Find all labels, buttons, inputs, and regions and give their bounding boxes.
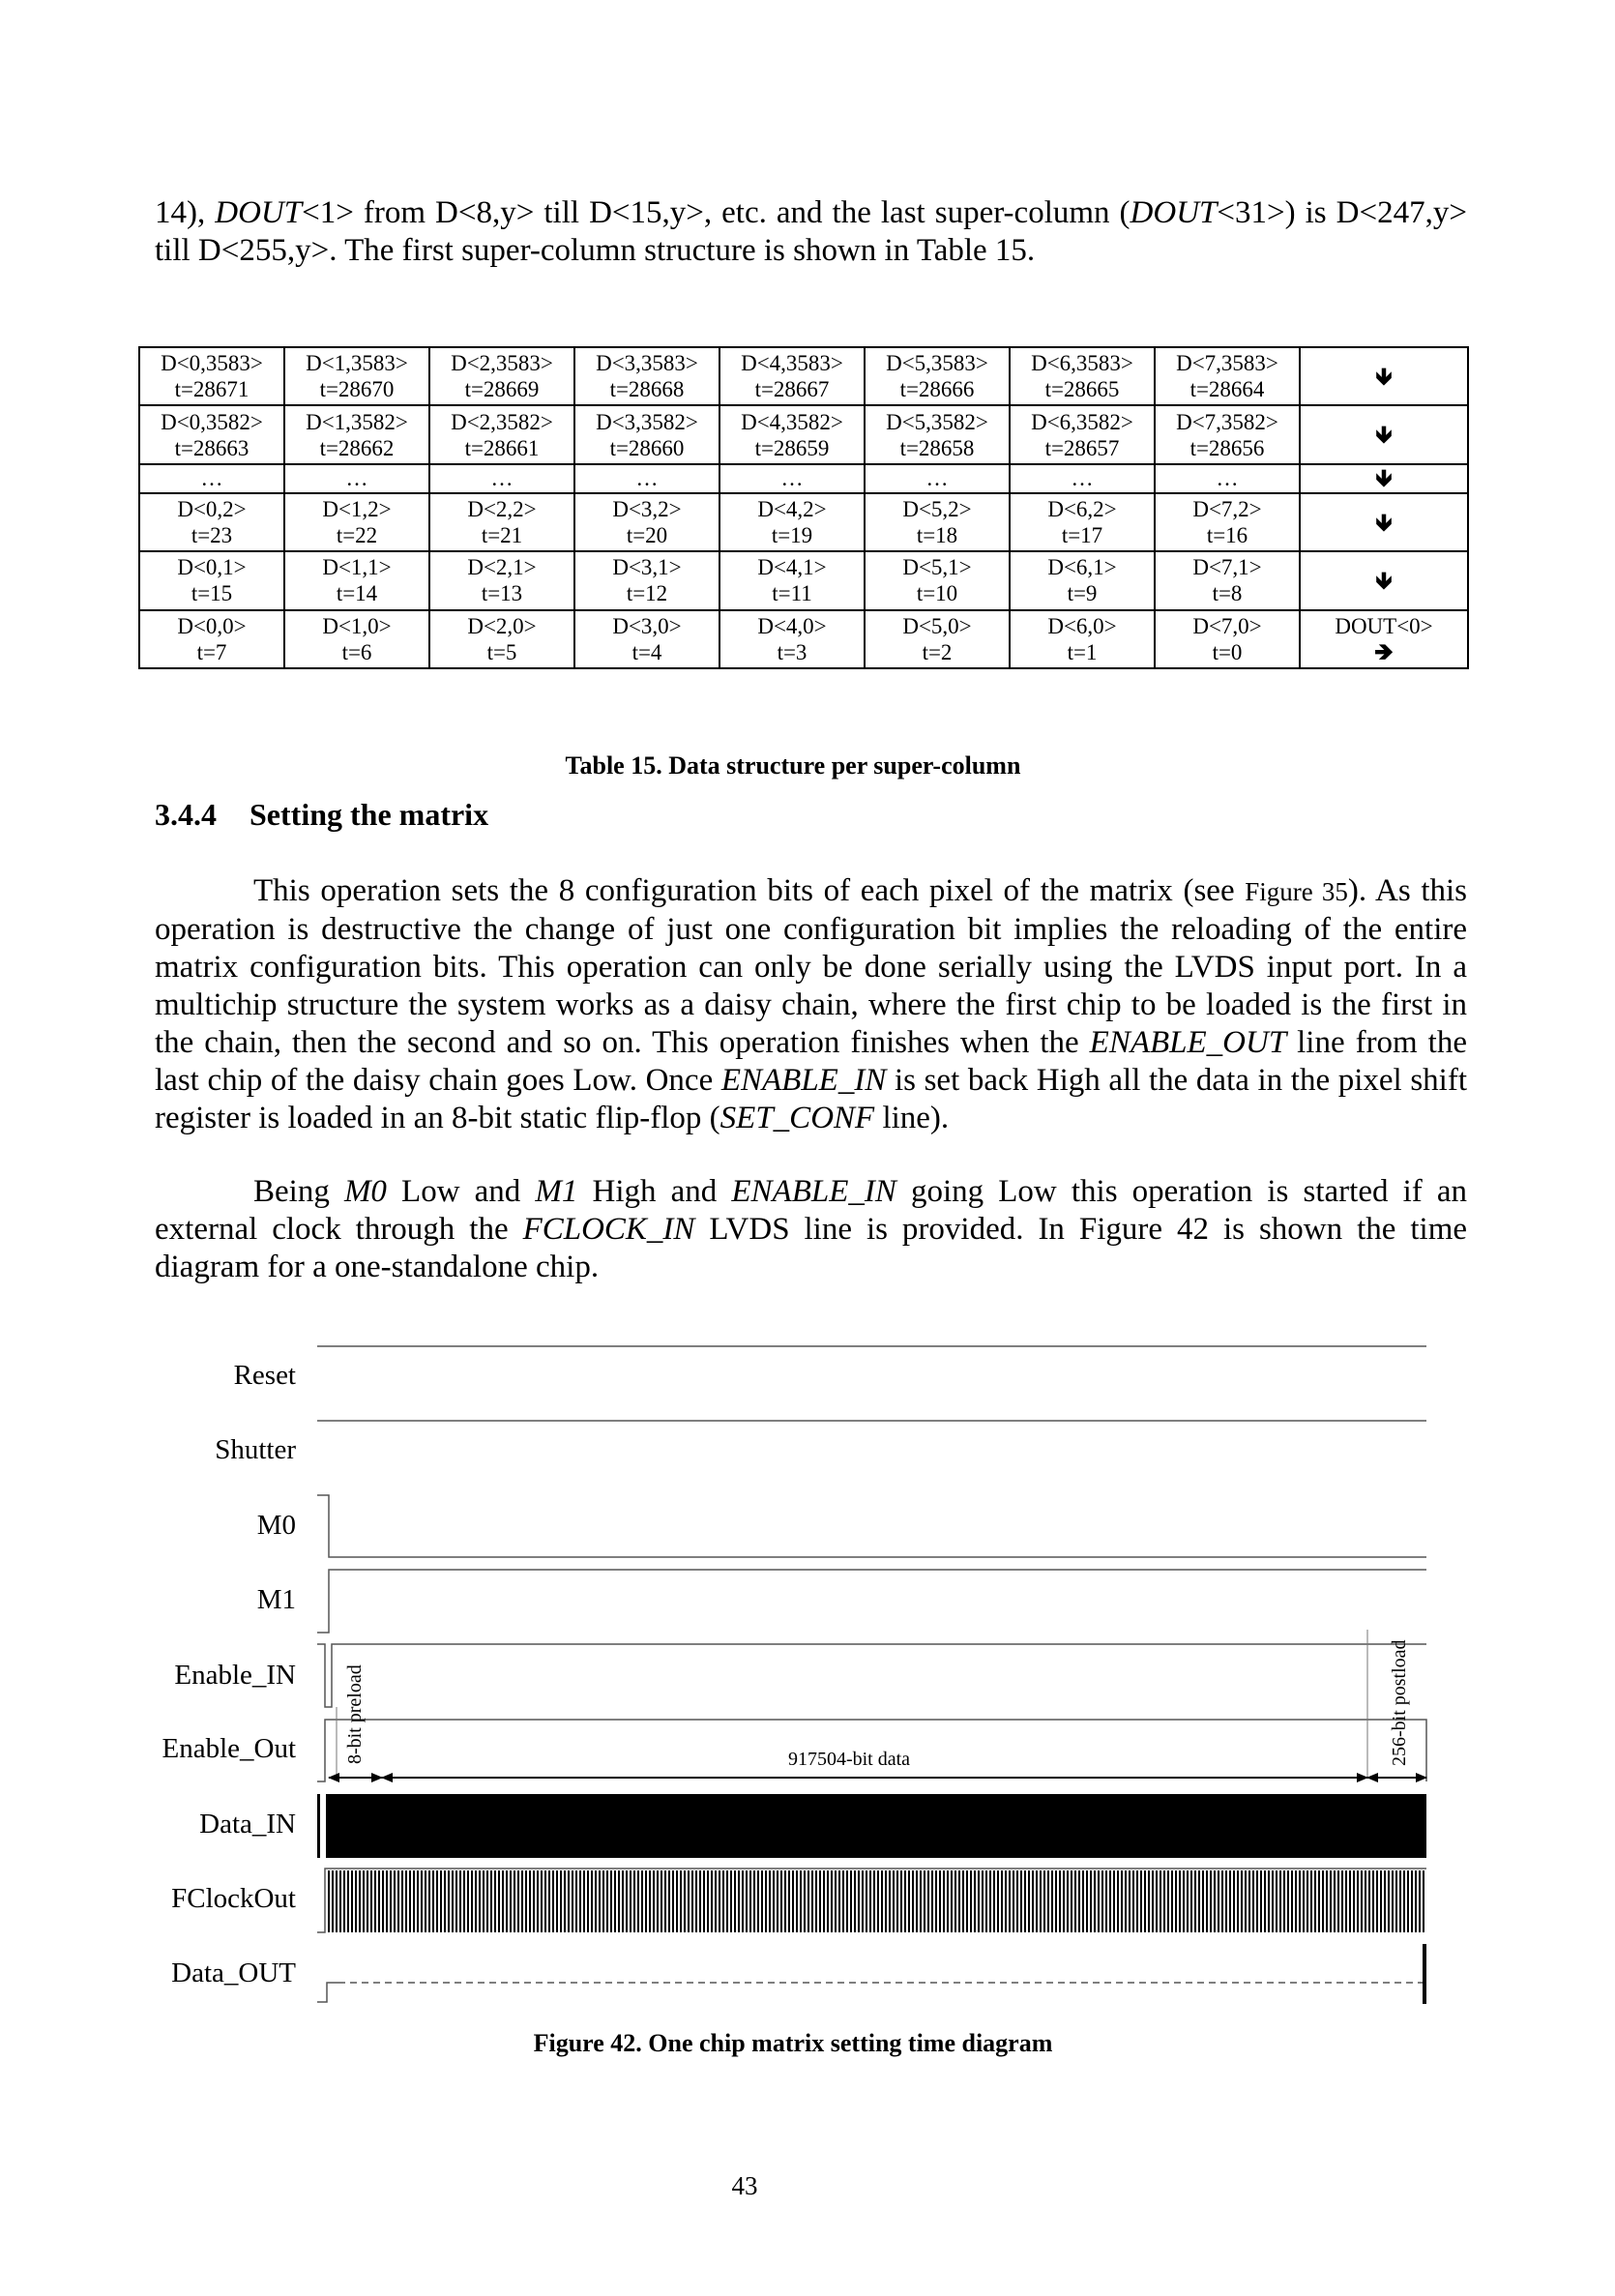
table-cell: [1155, 493, 1300, 551]
output-direction-cell: [1300, 551, 1468, 609]
time-index: t=20: [626, 523, 668, 548]
data-out-active-edge: [1423, 1944, 1426, 2004]
output-direction-cell: [1300, 347, 1468, 405]
table-cell: [865, 405, 1010, 463]
table-cell: [139, 551, 284, 609]
pixel-address: …: [200, 466, 223, 491]
pixel-address: D<1,0>: [322, 613, 392, 638]
pixel-address: D<3,0>: [612, 613, 682, 638]
pixel-address: …: [490, 466, 514, 491]
table-cell: [1155, 464, 1300, 493]
table-cell: [1010, 551, 1155, 609]
signal-label-shutter: Shutter: [215, 1434, 296, 1465]
arrow-down-icon: 🡻: [1375, 362, 1393, 390]
table-cell: [574, 610, 719, 668]
pixel-address: D<5,3582>: [886, 409, 988, 434]
table-cell: [1155, 610, 1300, 668]
time-index: t=28656: [1189, 435, 1265, 460]
time-index: t=28669: [464, 377, 540, 402]
time-index: t=19: [771, 523, 813, 548]
table-row: [139, 493, 1468, 551]
time-index: t=28665: [1044, 377, 1120, 402]
pixel-address: D<4,3582>: [741, 409, 843, 434]
pixel-address: D<4,0>: [757, 613, 827, 638]
table-cell: [1155, 405, 1300, 463]
table-cell: [1155, 551, 1300, 609]
table-cell: [719, 405, 865, 463]
pixel-address: D<5,2>: [902, 497, 972, 522]
signal-label-data-out: Data_OUT: [171, 1957, 296, 1988]
table-row: [139, 464, 1468, 493]
table-cell: [574, 551, 719, 609]
pixel-address: D<5,1>: [902, 555, 972, 580]
pixel-address: D<2,3583>: [451, 351, 553, 376]
table-cell: [1010, 610, 1155, 668]
time-index: t=4: [631, 639, 662, 664]
time-index: t=28671: [174, 377, 250, 402]
time-index: t=22: [336, 523, 378, 548]
pixel-address: D<2,0>: [467, 613, 537, 638]
table-cell: [284, 610, 429, 668]
table-cell: [139, 405, 284, 463]
enable-in-waveform: [317, 1644, 1426, 1707]
m1-waveform: [317, 1570, 1426, 1633]
output-direction-cell: [1300, 464, 1468, 493]
output-label: DOUT<0>: [1335, 613, 1433, 638]
section-number: 3.4.4: [155, 797, 217, 832]
pixel-address: …: [925, 466, 949, 491]
table-cell: [284, 464, 429, 493]
arrow-down-icon: 🡻: [1375, 421, 1393, 449]
time-index: t=14: [336, 581, 378, 606]
pixel-address: D<0,3582>: [161, 409, 263, 434]
section-title: Setting the matrix: [250, 797, 489, 832]
table-cell: [284, 551, 429, 609]
pixel-address: D<3,1>: [612, 555, 682, 580]
data-in-start-edge: [317, 1794, 320, 1858]
table-cell: [1010, 347, 1155, 405]
intro-paragraph: 14), DOUT<1> from D<8,y> till D<15,y>, etc. and the last super-column (DOUT<31>) is D<247,y> till D<255,y>. The first super-column structure is shown in Table 15.: [155, 195, 1467, 268]
pixel-address: D<7,3583>: [1176, 351, 1278, 376]
timing-diagram: [145, 1325, 1441, 2012]
data-length-label: 917504-bit data: [787, 1749, 911, 1770]
signal-label-reset: Reset: [233, 1360, 296, 1391]
signal-label-m1: M1: [256, 1584, 296, 1615]
table-cell: [719, 493, 865, 551]
time-index: t=12: [626, 581, 668, 606]
pixel-address: D<0,1>: [177, 555, 247, 580]
pixel-address: …: [1216, 466, 1239, 491]
pixel-address: …: [345, 466, 368, 491]
time-index: t=5: [486, 639, 517, 664]
time-index: t=28659: [754, 435, 830, 460]
pixel-address: D<2,2>: [467, 497, 537, 522]
time-index: t=18: [916, 523, 958, 548]
time-index: t=7: [196, 639, 227, 664]
arrow-down-icon: 🡻: [1375, 508, 1393, 536]
operation-start-paragraph: Being M0 Low and M1 High and ENABLE_IN going Low this operation is started if an external clock through the FCLOCK_IN LVDS line is provided. In Figure 42 is shown the time diagram for a one-standalone chip.: [155, 1174, 1468, 1284]
table-cell: [429, 347, 574, 405]
setting-matrix-paragraph: This operation sets the 8 configuration bits of each pixel of the matrix (see Figure 35). As this operation is destructive the change of just one configuration bit implies the reloading of the entire matrix configuration bits. This operation can only be done serially using the LVDS input port. In a multichip structure the system works as a daisy chain, where the first chip to be loaded is the first in the chain, then the second and so on. This operation finishes when the ENABLE_OUT line from the last chip of the daisy chain goes Low. Once ENABLE_IN is set back High all the data in the pixel shift register is loaded in an 8-bit static flip-flop (SET_CONF line).: [155, 873, 1467, 1135]
data-in-waveform: [326, 1794, 1426, 1858]
pixel-address: D<0,3583>: [161, 351, 263, 376]
signal-label-m0: M0: [256, 1510, 296, 1541]
table-cell: [719, 347, 865, 405]
pixel-address: D<4,1>: [757, 555, 827, 580]
pixel-address: D<1,2>: [322, 497, 392, 522]
pixel-address: D<2,3582>: [451, 409, 553, 434]
pixel-address: D<2,1>: [467, 555, 537, 580]
fclockout-clock-pulses: [329, 1870, 1424, 1932]
m0-waveform: [317, 1495, 1426, 1557]
time-index: t=28668: [609, 377, 685, 402]
table-cell: [865, 347, 1010, 405]
table-cell: [429, 493, 574, 551]
figure-35-reference: Figure 35: [1245, 877, 1348, 906]
table-cell: [429, 551, 574, 609]
pixel-address: D<6,0>: [1047, 613, 1117, 638]
super-column-data-table: [138, 346, 1469, 669]
table-cell: [139, 347, 284, 405]
time-index: t=28667: [754, 377, 830, 402]
table-cell: [719, 551, 865, 609]
pixel-address: D<3,3582>: [596, 409, 698, 434]
time-index: t=11: [772, 581, 812, 606]
pixel-address: D<0,0>: [177, 613, 247, 638]
table-cell: [574, 493, 719, 551]
pixel-address: D<7,1>: [1192, 555, 1262, 580]
pixel-address: D<0,2>: [177, 497, 247, 522]
time-index: t=1: [1067, 639, 1098, 664]
pixel-address: D<7,2>: [1192, 497, 1262, 522]
arrow-right-icon: 🡺: [1374, 637, 1394, 665]
time-index: t=17: [1061, 523, 1103, 548]
pixel-address: D<6,2>: [1047, 497, 1117, 522]
table-cell: [865, 610, 1010, 668]
table-caption: Table 15. Data structure per super-column: [565, 751, 1021, 780]
time-index: t=13: [481, 581, 523, 606]
pixel-address: D<3,2>: [612, 497, 682, 522]
arrow-down-icon: 🡻: [1375, 464, 1393, 492]
output-direction-cell: [1300, 610, 1468, 668]
table-cell: [284, 347, 429, 405]
time-index: t=8: [1212, 581, 1243, 606]
table-cell: [139, 493, 284, 551]
time-index: t=21: [481, 523, 523, 548]
table-cell: [139, 464, 284, 493]
pixel-address: D<6,1>: [1047, 555, 1117, 580]
table-cell: [139, 610, 284, 668]
output-direction-cell: [1300, 493, 1468, 551]
table-cell: [574, 464, 719, 493]
table-row: [139, 347, 1468, 405]
table-row: [139, 610, 1468, 668]
pixel-address: D<6,3582>: [1031, 409, 1133, 434]
time-index: t=28666: [899, 377, 975, 402]
table-cell: [1010, 405, 1155, 463]
table-cell: [865, 464, 1010, 493]
signal-label-fclockout: FClockOut: [171, 1883, 296, 1914]
table-row: [139, 405, 1468, 463]
arrow-down-icon: 🡻: [1375, 566, 1393, 594]
pixel-address: D<1,1>: [322, 555, 392, 580]
pixel-address: D<5,0>: [902, 613, 972, 638]
pixel-address: …: [635, 466, 659, 491]
pixel-address: D<3,3583>: [596, 351, 698, 376]
time-index: t=28661: [464, 435, 540, 460]
pixel-address: D<7,0>: [1192, 613, 1262, 638]
time-index: t=23: [191, 523, 233, 548]
table-cell: [429, 464, 574, 493]
table-cell: [865, 551, 1010, 609]
time-index: t=28662: [319, 435, 395, 460]
preload-label: 8-bit preload: [344, 1664, 366, 1764]
section-heading: [155, 797, 488, 833]
output-direction-cell: [1300, 405, 1468, 463]
time-index: t=0: [1212, 639, 1243, 664]
time-index: t=2: [922, 639, 953, 664]
postload-label: 256-bit postload: [1389, 1639, 1410, 1766]
signal-label-enable-out: Enable_Out: [162, 1733, 296, 1764]
time-index: t=9: [1067, 581, 1098, 606]
pixel-address: D<6,3583>: [1031, 351, 1133, 376]
time-index: t=16: [1206, 523, 1248, 548]
table-cell: [1010, 493, 1155, 551]
data-out-waveform-start: [317, 1983, 338, 2002]
table-cell: [284, 493, 429, 551]
pixel-address: D<4,3583>: [741, 351, 843, 376]
signal-label-enable-in: Enable_IN: [174, 1660, 296, 1691]
table-cell: [284, 405, 429, 463]
pixel-address: D<5,3583>: [886, 351, 988, 376]
time-index: t=6: [341, 639, 372, 664]
table-cell: [1155, 347, 1300, 405]
time-index: t=28658: [899, 435, 975, 460]
figure-caption: Figure 42. One chip matrix setting time diagram: [533, 2029, 1053, 2057]
table-cell: [1010, 464, 1155, 493]
time-index: t=28660: [609, 435, 685, 460]
pixel-address: D<7,3582>: [1176, 409, 1278, 434]
table-cell: [574, 347, 719, 405]
pixel-address: D<1,3583>: [306, 351, 408, 376]
table-cell: [574, 405, 719, 463]
pixel-address: D<1,3582>: [306, 409, 408, 434]
page-number: 43: [731, 2171, 758, 2200]
time-index: t=15: [191, 581, 233, 606]
signal-label-data-in: Data_IN: [199, 1809, 296, 1840]
table-cell: [429, 610, 574, 668]
table-cell: [429, 405, 574, 463]
table-cell: [719, 464, 865, 493]
pixel-address: D<4,2>: [757, 497, 827, 522]
time-index: t=10: [916, 581, 958, 606]
time-index: t=28663: [174, 435, 250, 460]
table-cell: [865, 493, 1010, 551]
pixel-address: …: [1071, 466, 1094, 491]
time-index: t=3: [777, 639, 808, 664]
time-index: t=28657: [1044, 435, 1120, 460]
table-row: [139, 551, 1468, 609]
pixel-address: …: [780, 466, 804, 491]
time-index: t=28670: [319, 377, 395, 402]
table-cell: [719, 610, 865, 668]
time-index: t=28664: [1189, 377, 1265, 402]
